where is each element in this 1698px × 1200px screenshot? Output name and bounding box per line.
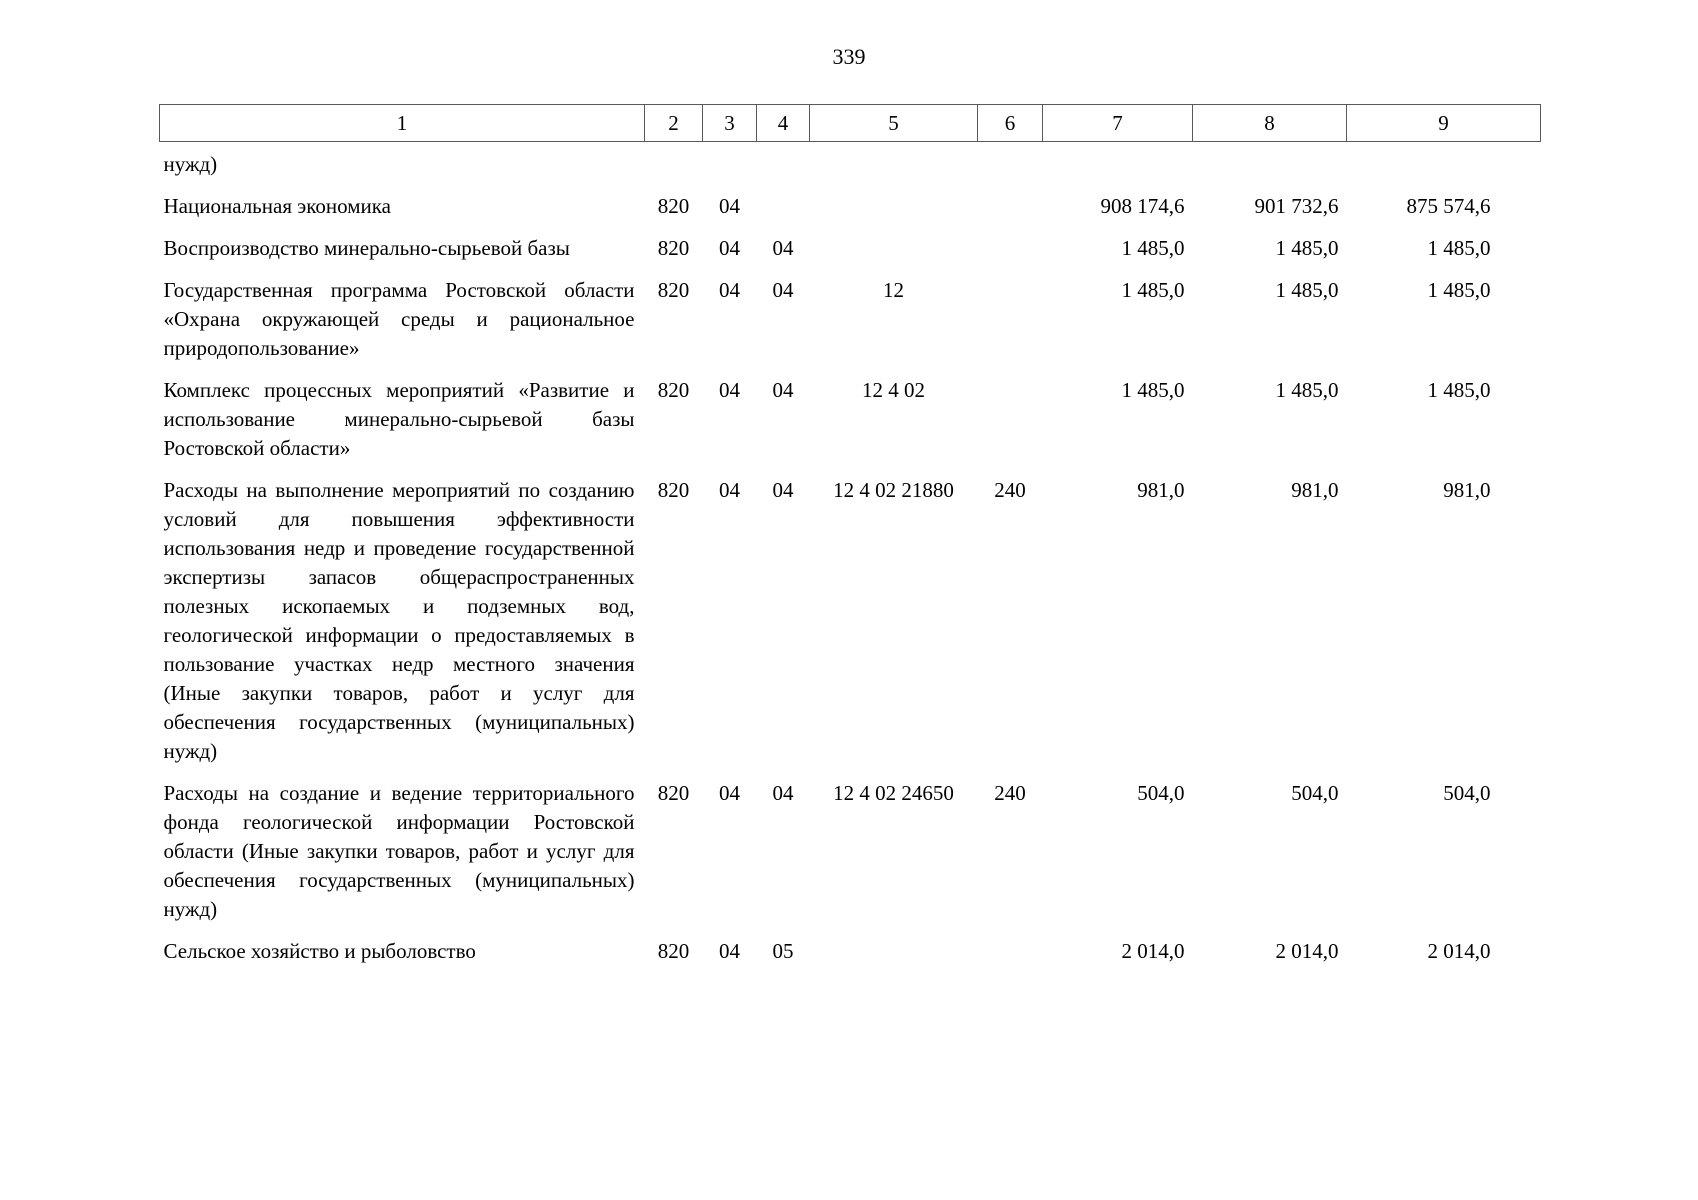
row-value-cell: 820: [657, 939, 690, 963]
row-name-cell: Комплекс процессных мероприятий «Развитие и использование минерально-сырьевой базы Ростовской области»: [163, 378, 635, 460]
row-value-cell: [978, 179, 1043, 221]
row-value-cell: 2 014,0: [1121, 939, 1185, 963]
row-value-cell: [978, 924, 1043, 966]
row-value-cell: [978, 142, 1043, 180]
row-value-cell: 820: [657, 278, 690, 302]
row-value-cell: [1193, 142, 1347, 180]
row-value-cell: 504,0: [1291, 781, 1339, 805]
row-value-cell: 12 4 02 21880: [833, 478, 954, 502]
row-value-cell: 04: [772, 236, 794, 260]
row-value-cell: 820: [657, 781, 690, 805]
row-value-cell: 04: [719, 236, 740, 260]
table-row: [160, 142, 1541, 180]
row-value-cell: [978, 263, 1043, 363]
row-value-cell: 04: [719, 278, 740, 302]
budget-table: [159, 104, 1541, 966]
row-value-cell: [1043, 142, 1193, 180]
table-body: [160, 142, 1541, 967]
row-value-cell: 820: [657, 478, 690, 502]
table-row: [160, 766, 1541, 924]
row-value-cell: 1 485,0: [1275, 378, 1339, 402]
header-cell-4: 4: [757, 105, 810, 142]
row-value-cell: 901 732,6: [1254, 194, 1339, 218]
table-row: [160, 263, 1541, 363]
table-header: [160, 105, 1541, 142]
row-value-cell: 1 485,0: [1427, 236, 1491, 260]
row-value-cell: 1 485,0: [1427, 278, 1491, 302]
row-value-cell: 2 014,0: [1427, 939, 1491, 963]
row-value-cell: 820: [657, 194, 690, 218]
row-value-cell: 04: [719, 194, 740, 218]
row-value-cell: 908 174,6: [1100, 194, 1185, 218]
row-value-cell: [810, 221, 978, 263]
row-name-cell: Государственная программа Ростовской области «Охрана окружающей среды и рациональное природопользование»: [163, 278, 635, 360]
row-value-cell: [1347, 142, 1541, 180]
row-name-cell: Национальная экономика: [163, 194, 391, 218]
row-value-cell: 2 014,0: [1275, 939, 1339, 963]
row-value-cell: 981,0: [1291, 478, 1339, 502]
header-cell-5: 5: [810, 105, 978, 142]
header-cell-8: 8: [1193, 105, 1347, 142]
header-cell-1: 1: [160, 105, 645, 142]
row-value-cell: 240: [994, 478, 1026, 502]
row-value-cell: 12: [883, 278, 904, 302]
row-value-cell: 04: [719, 478, 740, 502]
row-name-cell: Расходы на создание и ведение территориального фонда геологической информации Ростовской области (Иные закупки товаров, работ и услуг для обеспечения государственных (муниципальных) нужд): [163, 781, 635, 921]
row-value-cell: 504,0: [1443, 781, 1491, 805]
row-value-cell: 820: [657, 236, 690, 260]
row-value-cell: 04: [719, 378, 740, 402]
row-name-cell: Сельское хозяйство и рыболовство: [163, 939, 476, 963]
row-value-cell: 1 485,0: [1275, 236, 1339, 260]
table-row: [160, 924, 1541, 966]
page-number: 339: [832, 44, 866, 69]
row-value-cell: [645, 142, 703, 180]
table-row: [160, 221, 1541, 263]
row-value-cell: 504,0: [1137, 781, 1185, 805]
table-row: [160, 363, 1541, 463]
row-value-cell: 04: [719, 781, 740, 805]
row-value-cell: 04: [772, 378, 794, 402]
row-value-cell: 04: [719, 939, 740, 963]
row-value-cell: [757, 179, 810, 221]
row-value-cell: 1 485,0: [1121, 378, 1185, 402]
header-cell-2: 2: [645, 105, 703, 142]
row-value-cell: [810, 924, 978, 966]
row-value-cell: 820: [657, 378, 690, 402]
row-value-cell: [810, 179, 978, 221]
row-value-cell: 981,0: [1137, 478, 1185, 502]
row-value-cell: 875 574,6: [1406, 194, 1491, 218]
row-value-cell: 1 485,0: [1121, 278, 1185, 302]
row-value-cell: [978, 221, 1043, 263]
header-cell-7: 7: [1043, 105, 1193, 142]
row-name-cell: нужд): [163, 152, 218, 176]
table-row: [160, 179, 1541, 221]
row-value-cell: 1 485,0: [1427, 378, 1491, 402]
row-value-cell: 12 4 02: [862, 378, 925, 402]
row-value-cell: 04: [772, 781, 794, 805]
row-value-cell: 240: [994, 781, 1026, 805]
row-value-cell: [978, 363, 1043, 463]
table-row: [160, 463, 1541, 766]
row-value-cell: 04: [772, 478, 794, 502]
header-cell-9: 9: [1347, 105, 1541, 142]
header-cell-3: 3: [703, 105, 757, 142]
header-cell-6: 6: [978, 105, 1043, 142]
row-value-cell: [703, 142, 757, 180]
row-value-cell: 12 4 02 24650: [833, 781, 954, 805]
row-name-cell: Воспроизводство минерально-сырьевой базы: [163, 236, 570, 260]
row-value-cell: [810, 142, 978, 180]
row-value-cell: 1 485,0: [1275, 278, 1339, 302]
row-value-cell: 1 485,0: [1121, 236, 1185, 260]
row-name-cell: Расходы на выполнение мероприятий по созданию условий для повышения эффективности использования недр и проведение государственной экспертизы запасов общераспространенных полезных ископаемых и подземных вод, геологической информации о предоставляемых в пользование участках недр местного значения (Иные закупки товаров, работ и услуг для обеспечения государственных (муниципальных) нужд): [163, 478, 635, 763]
row-value-cell: 981,0: [1443, 478, 1491, 502]
row-value-cell: 04: [772, 278, 794, 302]
row-value-cell: [757, 142, 810, 180]
table-header-row: [160, 105, 1541, 142]
row-value-cell: 05: [772, 939, 794, 963]
